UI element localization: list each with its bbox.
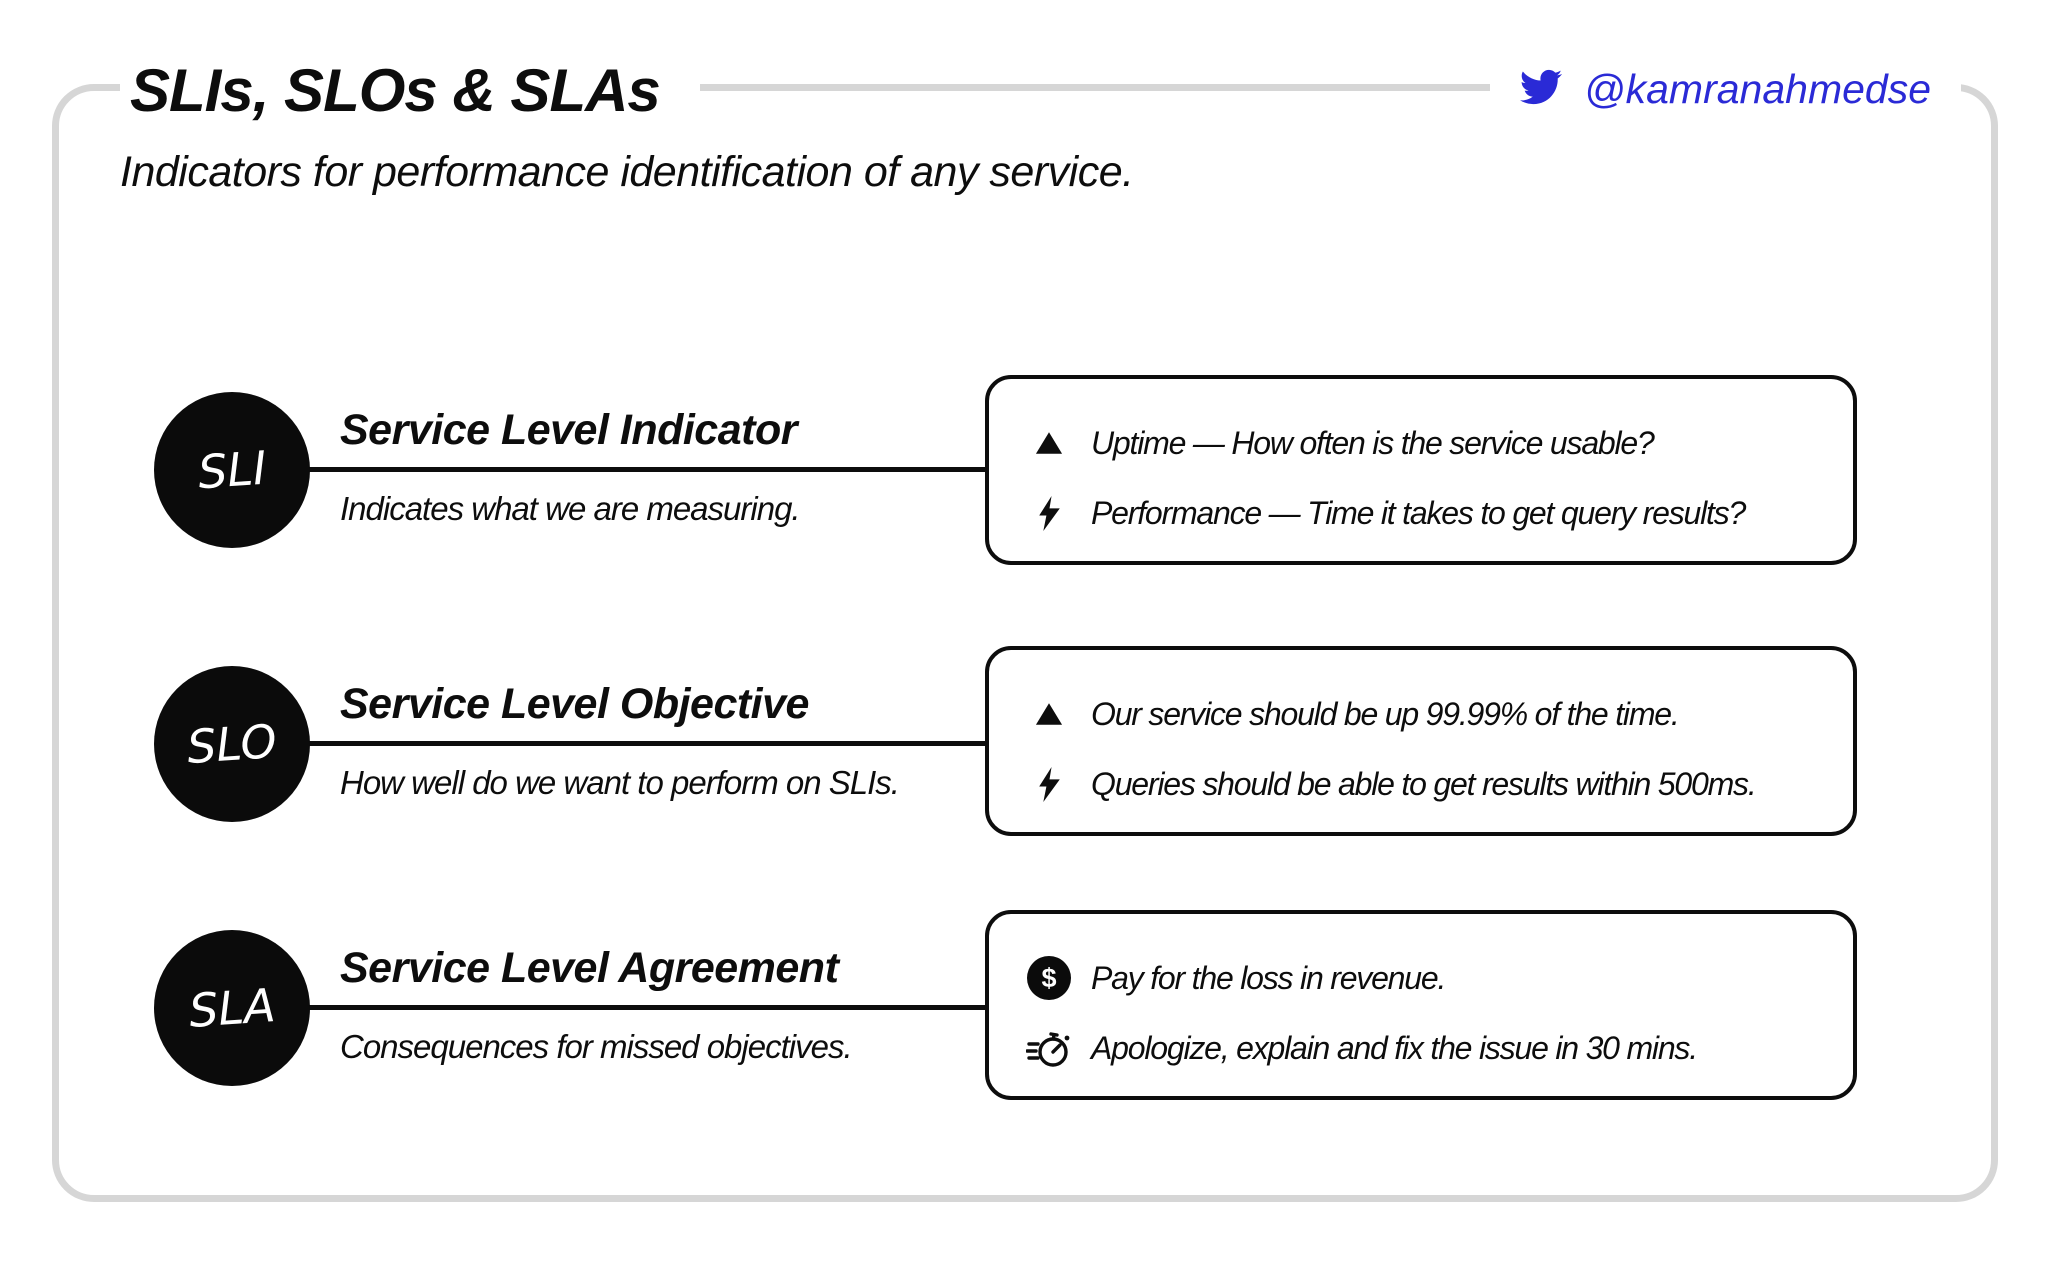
- row-description: Indicates what we are measuring.: [340, 490, 800, 527]
- bullet-text: Uptime — How often is the service usable?: [1091, 424, 1654, 461]
- bullet-item: [1025, 478, 1835, 548]
- bullet-item: [1025, 943, 1835, 1013]
- twitter-bird-icon: [1516, 66, 1566, 112]
- badge-circle-sla: [154, 930, 310, 1086]
- bullet-item: [1025, 1013, 1835, 1083]
- bullet-text: Apologize, explain and fix the issue in 30 mins.: [1091, 1029, 1697, 1066]
- triangle-icon: [1025, 431, 1073, 455]
- bullet-text: Our service should be up 99.99% of the time.: [1091, 695, 1679, 732]
- twitter-handle-link[interactable]: [1490, 50, 1961, 128]
- subtitle: Indicators for performance identification of any service.: [120, 148, 1134, 196]
- lightning-icon: [1025, 496, 1073, 531]
- badge-label: SLO: [185, 713, 279, 775]
- connector-line: [230, 467, 990, 472]
- detail-panel-slo: [985, 646, 1857, 836]
- bullet-item: [1025, 679, 1835, 749]
- twitter-handle: @kamranahmedse: [1584, 65, 1931, 112]
- badge-label: SLA: [187, 978, 277, 1038]
- bullet-text: Pay for the loss in revenue.: [1091, 959, 1446, 996]
- title-block: [120, 44, 700, 136]
- stopwatch-icon: [1025, 1025, 1073, 1071]
- badge-circle-slo: [154, 666, 310, 822]
- detail-panel-sla: [985, 910, 1857, 1100]
- badge-label: SLI: [195, 440, 269, 500]
- row-heading: Service Level Agreement: [340, 944, 839, 992]
- page-title: SLIs, SLOs & SLAs: [130, 56, 660, 124]
- bullet-text: Performance — Time it takes to get query results?: [1091, 494, 1746, 531]
- row-heading: Service Level Indicator: [340, 406, 797, 454]
- badge-circle-sli: [154, 392, 310, 548]
- bullet-text: Queries should be able to get results within 500ms.: [1091, 765, 1756, 802]
- row-heading: Service Level Objective: [340, 680, 809, 728]
- row-description: How well do we want to perform on SLIs.: [340, 764, 899, 801]
- triangle-icon: [1025, 702, 1073, 726]
- detail-panel-sli: [985, 375, 1857, 565]
- dollar-icon: $: [1025, 956, 1073, 1000]
- connector-line: [230, 741, 990, 746]
- lightning-icon: [1025, 767, 1073, 802]
- bullet-item: [1025, 749, 1835, 819]
- bullet-item: [1025, 408, 1835, 478]
- row-description: Consequences for missed objectives.: [340, 1028, 852, 1065]
- connector-line: [230, 1005, 990, 1010]
